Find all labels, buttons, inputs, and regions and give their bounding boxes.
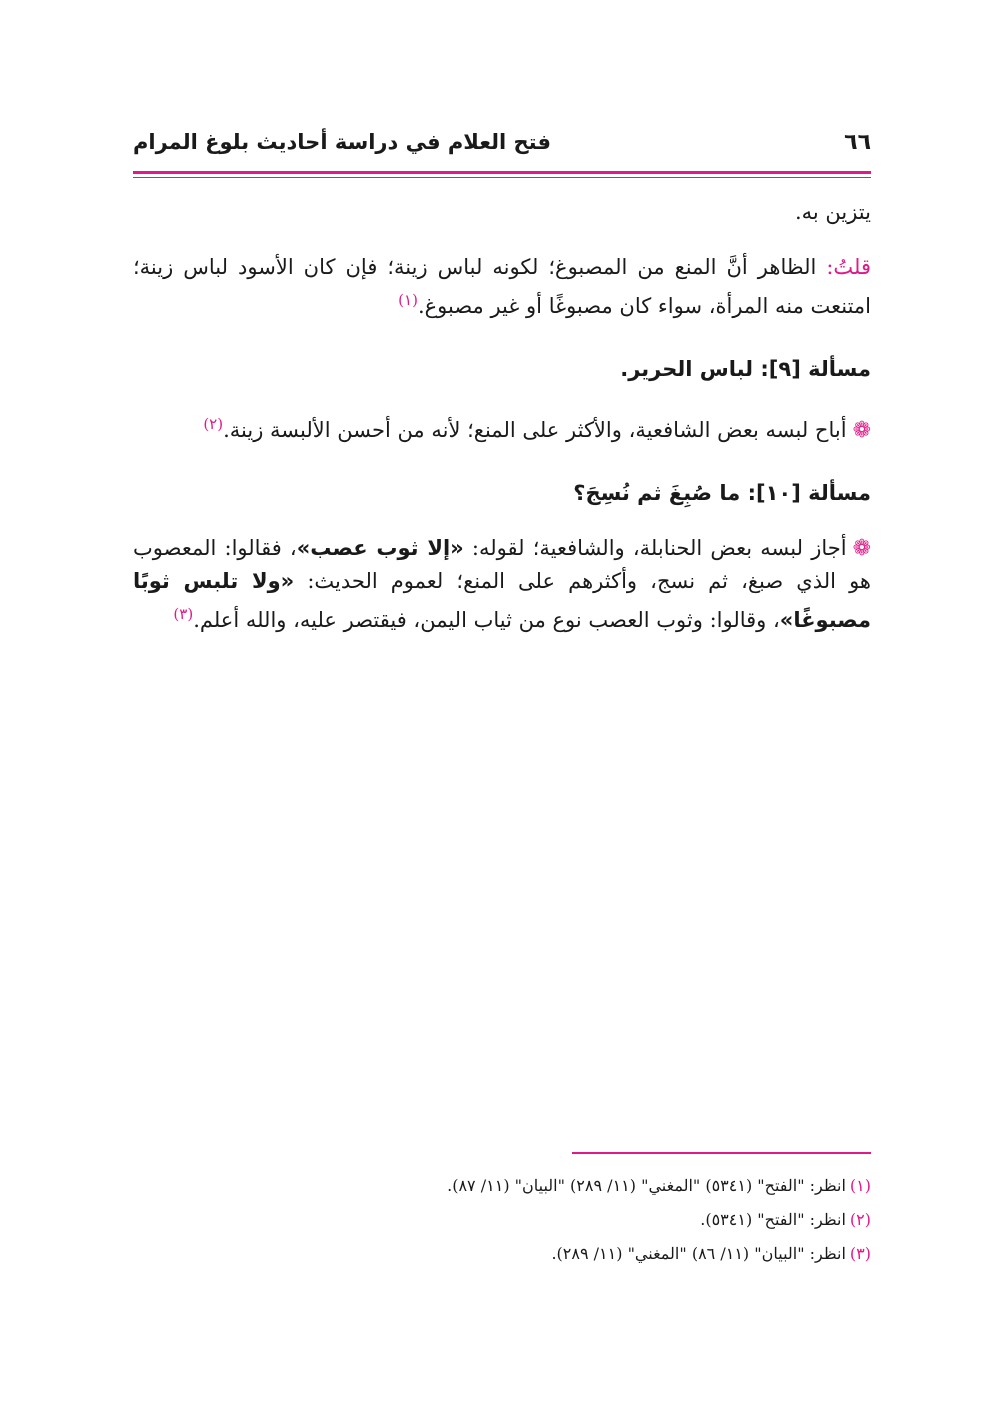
footnote-separator (572, 1152, 871, 1154)
paragraph-1 (133, 196, 871, 229)
footnote-3-text: انظر: "البيان" (١١/ ٨٦) "المغني" (١١/ ٢٨٩). (551, 1244, 846, 1263)
paragraph-3-text: أباح لبسه بعض الشافعية، والأكثر على المنع؛ لأنه من أحسن الألبسة زينة. (223, 418, 847, 442)
running-title: فتح العلام في دراسة أحاديث بلوغ المرام (133, 130, 551, 154)
hadith-quote-2: «ولا تلبس ثوبًا مصبوغًا» (133, 569, 871, 632)
footnote-2 (133, 1210, 871, 1230)
paragraph-4 (133, 532, 871, 637)
footnote-1-number: (١) (849, 1176, 871, 1195)
paragraph-2-text: الظاهر أنَّ المنع من المصبوغ؛ لكونه لباس زينة؛ فإن كان الأسود لباس زينة؛ امتنعت منه المرأة، سواء كان مصبوغًا أو غير مصبوغ. (133, 255, 871, 318)
footnote-2-text: انظر: "الفتح" (٥٣٤١). (700, 1210, 846, 1229)
footnote-1-text: انظر: "الفتح" (٥٣٤١) "المغني" (١١/ ٢٨٩) "البيان" (١١/ ٨٧). (447, 1176, 846, 1195)
issue-heading-9 (133, 353, 871, 386)
paragraph-1-text: يتزين به. (794, 200, 871, 224)
main-text (133, 196, 871, 637)
page-number: ٦٦ (844, 130, 871, 155)
footnotes (133, 1176, 871, 1278)
flower-ornament-icon: ❁ (852, 418, 871, 443)
footnote-1 (133, 1176, 871, 1196)
page-header (133, 130, 871, 170)
flower-ornament-icon: ❁ (852, 536, 871, 561)
issue-heading-10-title: ما صُبِغَ ثم نُسِجَ؟ (573, 481, 748, 505)
issue-heading-9-label: مسألة [٩]: (760, 357, 871, 381)
footnote-3-number: (٣) (849, 1244, 871, 1263)
footnote-ref-1[interactable]: (١) (398, 291, 418, 309)
qultu-label: قلتُ: (826, 255, 871, 279)
footnote-2-number: (٢) (849, 1210, 871, 1229)
paragraph-4-text-a: أجاز لبسه بعض الحنابلة، والشافعية؛ لقوله: (463, 536, 847, 560)
paragraph-4-text-b: ، فقالوا: المعصوب هو الذي صبغ، ثم نسج، وأكثرهم على المنع؛ لعموم الحديث: (133, 536, 871, 593)
paragraph-2 (133, 251, 871, 323)
issue-heading-10-label: مسألة [١٠]: (747, 481, 871, 505)
footnote-ref-2[interactable]: (٢) (203, 415, 224, 433)
issue-heading-10 (133, 477, 871, 510)
issue-heading-9-title: لباس الحرير. (620, 357, 761, 381)
hadith-quote-1: «إلا ثوب عصب» (296, 536, 464, 560)
header-rule-thin (133, 177, 871, 178)
paragraph-4-text-c: ، وقالوا: وثوب العصب نوع من ثياب اليمن، فيقتصر عليه، والله أعلم. (193, 608, 780, 632)
footnote-3 (133, 1244, 871, 1264)
footnote-ref-3[interactable]: (٣) (173, 605, 194, 623)
paragraph-3 (133, 408, 871, 447)
header-rule-thick (133, 171, 871, 174)
